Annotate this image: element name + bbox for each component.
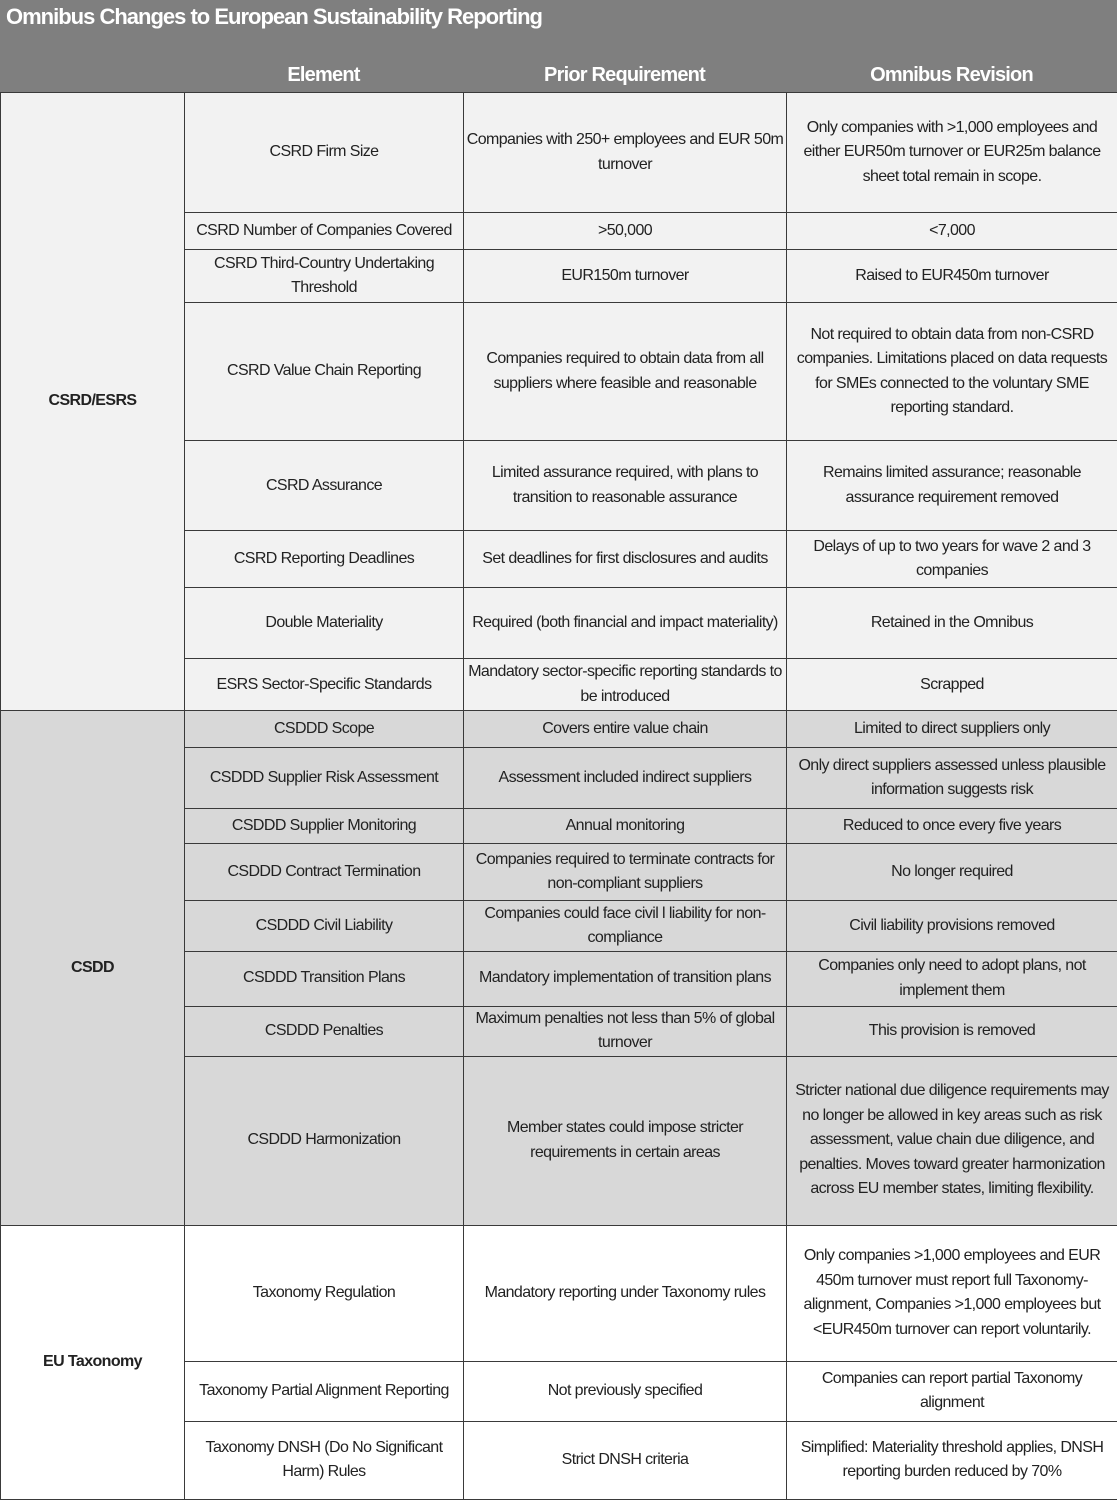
revision-cell: Delays of up to two years for wave 2 and 3 companies [787,531,1117,588]
revision-cell: Reduced to once every five years [787,809,1117,844]
section-label-csdd: CSDD [1,711,185,1225]
element-cell: CSRD Number of Companies Covered [185,213,464,250]
section-label-csrd-esrs: CSRD/ESRS [1,93,185,711]
revision-cell: Remains limited assurance; reasonable assurance requirement removed [787,441,1117,531]
table-header [0,36,1117,92]
element-cell: CSDDD Harmonization [185,1056,464,1225]
revision-cell: Companies only need to adopt plans, not implement them [787,951,1117,1006]
prior-cell: Limited assurance required, with plans to transition to reasonable assurance [464,441,787,531]
table-row [1,711,1117,748]
element-cell: CSDDD Supplier Risk Assessment [185,748,464,809]
element-cell: ESRS Sector-Specific Standards [185,659,464,711]
section-label-eu-taxonomy: EU Taxonomy [1,1225,185,1499]
element-cell: CSDDD Scope [185,711,464,748]
revision-cell: Retained in the Omnibus [787,588,1117,659]
prior-cell: Companies required to terminate contracts for non-compliant suppliers [464,844,787,901]
revision-cell: Simplified: Materiality threshold applies, DNSH reporting burden reduced by 70% [787,1421,1117,1499]
element-cell: CSDDD Penalties [185,1006,464,1056]
element-cell: CSDDD Transition Plans [185,951,464,1006]
revision-cell: No longer required [787,844,1117,901]
element-cell: Taxonomy DNSH (Do No Significant Harm) Rules [185,1421,464,1499]
revision-cell: Only companies >1,000 employees and EUR 450m turnover must report full Taxonomy-alignment, Companies >1,000 employees but <EUR450m turnover can report voluntarily. [787,1225,1117,1361]
element-cell: CSDDD Civil Liability [185,901,464,951]
comparison-table [0,92,1117,1500]
revision-cell: Raised to EUR450m turnover [787,250,1117,303]
prior-cell: Not previously specified [464,1361,787,1421]
prior-cell: Companies with 250+ employees and EUR 50m turnover [464,93,787,213]
prior-cell: Companies required to obtain data from all suppliers where feasible and reasonable [464,303,787,441]
prior-cell: Companies could face civil l liability for non-compliance [464,901,787,951]
prior-cell: Set deadlines for first disclosures and audits [464,531,787,588]
revision-cell: Not required to obtain data from non-CSRD companies. Limitations placed on data requests for SMEs connected to the voluntary SME reporting standard. [787,303,1117,441]
revision-cell: Limited to direct suppliers only [787,711,1117,748]
table-row [1,93,1117,213]
revision-cell: Stricter national due diligence requirements may no longer be allowed in key areas such as risk assessment, value chain due diligence, and penalties. Moves toward greater harmonization across EU member states, limiting flexibility. [787,1056,1117,1225]
revision-cell: This provision is removed [787,1006,1117,1056]
prior-cell: Required (both financial and impact materiality) [464,588,787,659]
element-cell: CSRD Third-Country Undertaking Threshold [185,250,464,303]
prior-cell: Maximum penalties not less than 5% of global turnover [464,1006,787,1056]
document-title: Omnibus Changes to European Sustainability Reporting [0,0,1117,36]
revision-cell: Civil liability provisions removed [787,901,1117,951]
element-cell: Taxonomy Partial Alignment Reporting [185,1361,464,1421]
prior-cell: Mandatory sector-specific reporting standards to be introduced [464,659,787,711]
prior-cell: Covers entire value chain [464,711,787,748]
revision-cell: <7,000 [787,213,1117,250]
prior-cell: Mandatory implementation of transition plans [464,951,787,1006]
table-row [1,1225,1117,1361]
prior-cell: Member states could impose stricter requirements in certain areas [464,1056,787,1225]
element-cell: Double Materiality [185,588,464,659]
prior-cell: EUR150m turnover [464,250,787,303]
prior-cell: Mandatory reporting under Taxonomy rules [464,1225,787,1361]
element-cell: Taxonomy Regulation [185,1225,464,1361]
element-cell: CSRD Reporting Deadlines [185,531,464,588]
prior-cell: Annual monitoring [464,809,787,844]
prior-cell: >50,000 [464,213,787,250]
element-cell: CSDDD Supplier Monitoring [185,809,464,844]
element-cell: CSRD Assurance [185,441,464,531]
revision-cell: Scrapped [787,659,1117,711]
revision-cell: Companies can report partial Taxonomy alignment [787,1361,1117,1421]
header-element: Element [287,64,360,86]
prior-cell: Strict DNSH criteria [464,1421,787,1499]
revision-cell: Only companies with >1,000 employees and either EUR50m turnover or EUR25m balance sheet total remain in scope. [787,93,1117,213]
header-omnibus-revision: Omnibus Revision [870,64,1033,86]
revision-cell: Only direct suppliers assessed unless plausible information suggests risk [787,748,1117,809]
prior-cell: Assessment included indirect suppliers [464,748,787,809]
element-cell: CSRD Firm Size [185,93,464,213]
header-prior-requirement: Prior Requirement [544,64,705,86]
element-cell: CSRD Value Chain Reporting [185,303,464,441]
element-cell: CSDDD Contract Termination [185,844,464,901]
